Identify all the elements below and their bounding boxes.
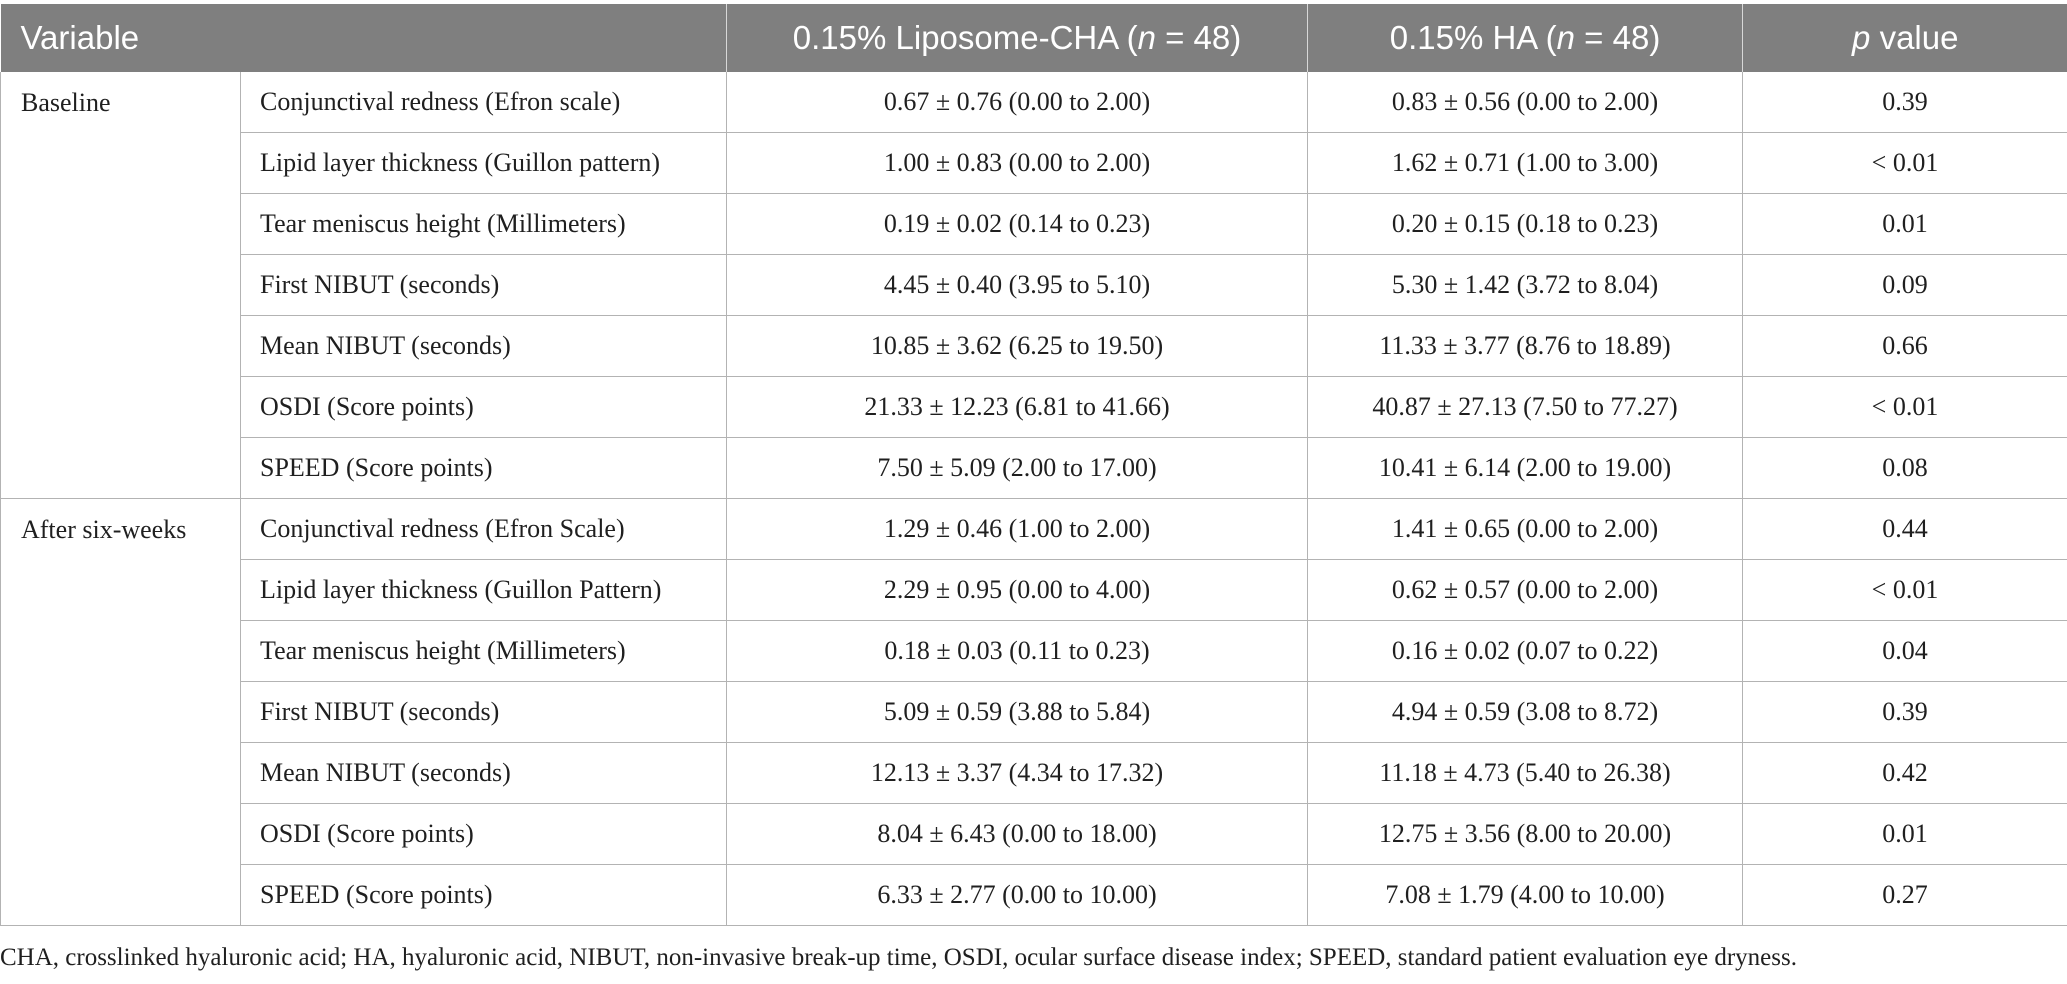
table-row xyxy=(1,804,2067,865)
group-label: After six-weeks xyxy=(1,499,241,926)
liposome-cha-cell: 0.67 ± 0.76 (0.00 to 2.00) xyxy=(727,72,1308,133)
ha-cell: 7.08 ± 1.79 (4.00 to 10.00) xyxy=(1308,865,1743,926)
header-ha-n: n xyxy=(1556,19,1575,56)
p-value-cell: 0.39 xyxy=(1743,682,2067,743)
p-value-cell: < 0.01 xyxy=(1743,377,2067,438)
p-value-cell: 0.04 xyxy=(1743,621,2067,682)
ha-cell: 5.30 ± 1.42 (3.72 to 8.04) xyxy=(1308,255,1743,316)
header-variable: Variable xyxy=(1,4,727,72)
table-footnote: CHA, crosslinked hyaluronic acid; HA, hyaluronic acid, NIBUT, non-invasive break-up time, OSDI, ocular surface disease index; SPEED, standard patient evaluation eye dryness. xyxy=(0,944,1797,971)
variable-cell: Conjunctival redness (Efron scale) xyxy=(241,72,727,133)
ha-cell: 4.94 ± 0.59 (3.08 to 8.72) xyxy=(1308,682,1743,743)
table-row xyxy=(1,499,2067,560)
p-value-cell: 0.27 xyxy=(1743,865,2067,926)
variable-cell: Mean NIBUT (seconds) xyxy=(241,743,727,804)
variable-cell: Tear meniscus height (Millimeters) xyxy=(241,621,727,682)
table-row xyxy=(1,194,2067,255)
header-cha-pre: 0.15% Liposome-CHA ( xyxy=(792,19,1138,56)
liposome-cha-cell: 4.45 ± 0.40 (3.95 to 5.10) xyxy=(727,255,1308,316)
table-row xyxy=(1,743,2067,804)
header-cha-post: = 48) xyxy=(1155,19,1242,56)
liposome-cha-cell: 0.18 ± 0.03 (0.11 to 0.23) xyxy=(727,621,1308,682)
header-row xyxy=(1,4,2067,72)
p-value-cell: 0.09 xyxy=(1743,255,2067,316)
variable-cell: Lipid layer thickness (Guillon pattern) xyxy=(241,133,727,194)
liposome-cha-cell: 6.33 ± 2.77 (0.00 to 10.00) xyxy=(727,865,1308,926)
liposome-cha-cell: 21.33 ± 12.23 (6.81 to 41.66) xyxy=(727,377,1308,438)
liposome-cha-cell: 5.09 ± 0.59 (3.88 to 5.84) xyxy=(727,682,1308,743)
header-cha-n: n xyxy=(1137,19,1156,56)
liposome-cha-cell: 0.19 ± 0.02 (0.14 to 0.23) xyxy=(727,194,1308,255)
ha-cell: 40.87 ± 27.13 (7.50 to 77.27) xyxy=(1308,377,1743,438)
group-label: Baseline xyxy=(1,72,241,499)
p-value-cell: 0.01 xyxy=(1743,804,2067,865)
ha-cell: 0.83 ± 0.56 (0.00 to 2.00) xyxy=(1308,72,1743,133)
p-value-cell: 0.39 xyxy=(1743,72,2067,133)
header-p-post: value xyxy=(1870,19,1959,56)
results-table-container xyxy=(0,4,2067,926)
variable-cell: Mean NIBUT (seconds) xyxy=(241,316,727,377)
liposome-cha-cell: 12.13 ± 3.37 (4.34 to 17.32) xyxy=(727,743,1308,804)
variable-cell: OSDI (Score points) xyxy=(241,377,727,438)
p-value-cell: 0.42 xyxy=(1743,743,2067,804)
ha-cell: 0.20 ± 0.15 (0.18 to 0.23) xyxy=(1308,194,1743,255)
table-row xyxy=(1,377,2067,438)
liposome-cha-cell: 1.00 ± 0.83 (0.00 to 2.00) xyxy=(727,133,1308,194)
liposome-cha-cell: 2.29 ± 0.95 (0.00 to 4.00) xyxy=(727,560,1308,621)
p-value-cell: 0.66 xyxy=(1743,316,2067,377)
table-row xyxy=(1,438,2067,499)
table-row xyxy=(1,133,2067,194)
results-table xyxy=(0,4,2067,926)
variable-cell: SPEED (Score points) xyxy=(241,865,727,926)
liposome-cha-cell: 10.85 ± 3.62 (6.25 to 19.50) xyxy=(727,316,1308,377)
table-row xyxy=(1,560,2067,621)
p-value-cell: 0.01 xyxy=(1743,194,2067,255)
table-row xyxy=(1,682,2067,743)
ha-cell: 12.75 ± 3.56 (8.00 to 20.00) xyxy=(1308,804,1743,865)
liposome-cha-cell: 1.29 ± 0.46 (1.00 to 2.00) xyxy=(727,499,1308,560)
p-value-cell: < 0.01 xyxy=(1743,560,2067,621)
variable-cell: Conjunctival redness (Efron Scale) xyxy=(241,499,727,560)
table-row xyxy=(1,621,2067,682)
header-liposome-cha xyxy=(727,4,1308,72)
liposome-cha-cell: 8.04 ± 6.43 (0.00 to 18.00) xyxy=(727,804,1308,865)
p-value-cell: 0.44 xyxy=(1743,499,2067,560)
ha-cell: 10.41 ± 6.14 (2.00 to 19.00) xyxy=(1308,438,1743,499)
p-value-cell: 0.08 xyxy=(1743,438,2067,499)
ha-cell: 11.18 ± 4.73 (5.40 to 26.38) xyxy=(1308,743,1743,804)
variable-cell: Lipid layer thickness (Guillon Pattern) xyxy=(241,560,727,621)
variable-cell: SPEED (Score points) xyxy=(241,438,727,499)
ha-cell: 1.62 ± 0.71 (1.00 to 3.00) xyxy=(1308,133,1743,194)
liposome-cha-cell: 7.50 ± 5.09 (2.00 to 17.00) xyxy=(727,438,1308,499)
table-row xyxy=(1,316,2067,377)
variable-cell: OSDI (Score points) xyxy=(241,804,727,865)
header-p-letter: p xyxy=(1852,19,1871,56)
header-ha xyxy=(1308,4,1743,72)
variable-cell: First NIBUT (seconds) xyxy=(241,255,727,316)
table-header xyxy=(1,4,2067,72)
ha-cell: 0.16 ± 0.02 (0.07 to 0.22) xyxy=(1308,621,1743,682)
ha-cell: 11.33 ± 3.77 (8.76 to 18.89) xyxy=(1308,316,1743,377)
header-ha-post: = 48) xyxy=(1575,19,1661,56)
table-row xyxy=(1,72,2067,133)
table-body xyxy=(1,72,2067,926)
table-row xyxy=(1,865,2067,926)
header-p-value xyxy=(1743,4,2067,72)
p-value-cell: < 0.01 xyxy=(1743,133,2067,194)
ha-cell: 1.41 ± 0.65 (0.00 to 2.00) xyxy=(1308,499,1743,560)
variable-cell: First NIBUT (seconds) xyxy=(241,682,727,743)
variable-cell: Tear meniscus height (Millimeters) xyxy=(241,194,727,255)
ha-cell: 0.62 ± 0.57 (0.00 to 2.00) xyxy=(1308,560,1743,621)
header-ha-pre: 0.15% HA ( xyxy=(1389,19,1557,56)
table-row xyxy=(1,255,2067,316)
